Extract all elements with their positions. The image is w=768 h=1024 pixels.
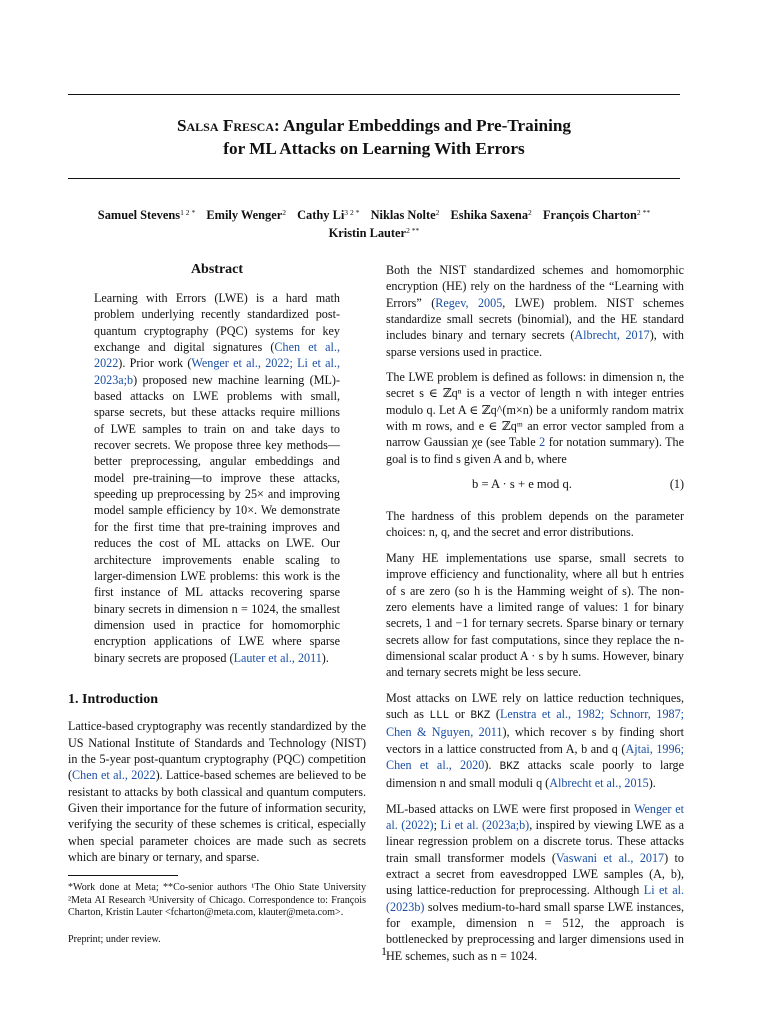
author: Cathy $Li^{3 2 *}$	[297, 208, 360, 222]
preprint-notice: Preprint; under review.	[68, 933, 161, 945]
abstract-heading: Abstract	[190, 262, 244, 277]
author: Eshika Saxena$^2$	[450, 208, 532, 222]
citation-link[interactable]: Albrecht et al., 2015	[549, 776, 649, 791]
body-paragraph: Both the NIST standardized schemes and homomorphic encryption (HE) rely on the hardness of the “Learning with Errors” (Regev, 2005, LWE) problem. NIST schemes standardize small secrets (binomial), and the HE standard includes binary and ternary secrets (Albrecht, 2017), with sparse versions used in practice.	[386, 263, 684, 359]
title-line1: : Angular Embeddings and Pre-Training	[274, 116, 572, 135]
section-heading-introduction: 1. Introduction	[68, 691, 158, 707]
citation-link[interactable]: Li et al. (2023a;b)	[440, 817, 530, 832]
title-line2: for ML Attacks on Learning With Errors	[223, 139, 525, 158]
citation-link[interactable]: Lenstra et al., 1982; Schnorr, 1987; Chen & Nguyen, 2011	[386, 706, 685, 740]
author: Niklas Nolte$^2$	[370, 208, 440, 222]
citation-link[interactable]: Wenger et al. (2022)	[386, 801, 684, 832]
intro-paragraph: Lattice-based cryptography was recently standardized by the US National Institute of Standards and Technology (NIST) in the 5-year post-quantum cryptography (PQC) competition (Chen et al., 2022). Lattice-based schemes are believed to be resistant to attacks by both classical and quantum computers. Given their importance for the future of information security, verifying the security of these schemes is critical, especially when special parameter choices are made such as secrets which are binary or ternary, and sparse.	[68, 719, 367, 864]
citation-link[interactable]: Lauter et al., 2011	[233, 650, 322, 665]
author: Samuel Stevens$^{1 2 *}$	[97, 208, 196, 222]
author-list	[68, 205, 680, 241]
table-ref-link[interactable]: 2	[539, 435, 546, 450]
author: Emily Wenger$^2$	[206, 208, 286, 222]
title-top-rule	[68, 94, 680, 95]
affiliation-footnote: *Work done at Meta; **Co-senior authors ¹The Ohio State University ²Meta AI Research ³University of Chicago. Correspondence to: François Charton, Kristin Lauter <fcharton@meta.com, klauter@meta.com>.	[68, 882, 366, 919]
abstract-body: Learning with Errors (LWE) is a hard math problem underlying recently standardized post-quantum cryptography (PQC) systems for key exchange and digital signatures (Chen et al., 2022). Prior work (Wenger et al., 2022; Li et al., 2023a;b) proposed new machine learning (ML)-based attacks on LWE problems with small, sparse secrets, but these attacks require millions of LWE samples to train on and take days to recover secrets. We propose three key methods—better preprocessing, angular embeddings and model pre-training—to improve these attacks, speeding up preprocessing by 25× and improving model sample efficiency by 10×. We demonstrate for the first time that pre-training improves and reduces the cost of ML attacks on LWE. Our architecture improvements enable scaling to larger-dimension LWE problems: this work is the first instance of ML attacks recovering sparse binary secrets in dimension n = 1024, the smallest dimension used in practice for homomorphic encryption applications of LWE where sparse binary secrets are proposed (Lauter et al., 2011).	[94, 291, 340, 665]
body-paragraph: The hardness of this problem depends on the parameter choices: n, q, and the secret and error distributions.	[386, 509, 684, 540]
title-bottom-rule	[68, 178, 680, 179]
equation-body: b = A · s + e mod q.	[472, 477, 572, 492]
author: Kristin Lauter$^{2 **}$	[328, 226, 420, 240]
body-paragraph: Most attacks on LWE rely on lattice reduction techniques, such as LLL or BKZ (Lenstra et al., 1982; Schnorr, 1987; Chen & Nguyen, 2011), which recover s by finding short vectors in a lattice constructed from A, b and q (Ajtai, 1996; Chen et al., 2020). BKZ attacks scale poorly to large dimension n and small moduli q (Albrecht et al., 2015).	[386, 690, 685, 791]
footnote-rule	[68, 875, 178, 876]
right-column	[386, 262, 684, 973]
body-paragraph: ML-based attacks on LWE were first proposed in Wenger et al. (2022); Li et al. (2023a;b), inspired by viewing LWE as a linear regression problem on a discrete torus. These attacks train small transformer models (Vaswani et al., 2017) to extract a secret from eavesdropped LWE samples (A, b), using lattice-reduction for preprocessing. Although Li et al. (2023b) solves medium-to-hard small sparse LWE instances, for example, dimension n = 512, the approach is bottlenecked by preprocessing and larger dimensions used in HE schemes, such as n = 1024.	[386, 801, 684, 963]
left-column	[68, 262, 366, 946]
citation-link[interactable]: Albrecht, 2017	[574, 328, 650, 343]
body-paragraph: Many HE implementations use sparse, small secrets to improve efficiency and functionality, where all but h entries of s are zero (so h is the Hamming weight of s). The non-zero elements have a limited range of values: 1 for binary secrets, 1 and −1 for ternary secrets. Sparse binary or ternary secrets allow for fast computations, since they replace the n-dimensional scalar product A · s by h sums. However, binary and ternary secrets might be less secure.	[386, 550, 684, 680]
citation-link[interactable]: Chen et al., 2022	[72, 768, 156, 783]
title-method-name: Salsa Fresca	[176, 116, 274, 135]
citation-link[interactable]: Ajtai, 1996; Chen et al., 2020	[386, 741, 685, 772]
citation-link[interactable]: Li et al. (2023b)	[386, 883, 684, 914]
page-number: 1	[381, 944, 387, 958]
citation-link[interactable]: Vaswani et al., 2017	[555, 850, 665, 865]
citation-link[interactable]: Chen et al., 2022	[94, 340, 340, 371]
equation-1	[386, 476, 684, 496]
citation-link[interactable]: Wenger et al., 2022; Li et al., 2023a;b	[94, 356, 340, 387]
paper-title	[68, 114, 680, 160]
author: François Charton$^{2 **}$	[542, 208, 651, 222]
citation-link[interactable]: Regev, 2005	[435, 295, 503, 310]
equation-number: (1)	[669, 477, 684, 492]
body-paragraph: The LWE problem is defined as follows: in dimension n, the secret s ∈ ℤqⁿ is a vector of length n with integer entries modulo q. Let A ∈ ℤq^(m×n) be a uniformly random matrix with m rows, and e ∈ ℤqᵐ an error vector sampled from a narrow Gaussian χe (see Table 2 for notation summary). The goal is to find s given A and b, where	[386, 370, 684, 466]
